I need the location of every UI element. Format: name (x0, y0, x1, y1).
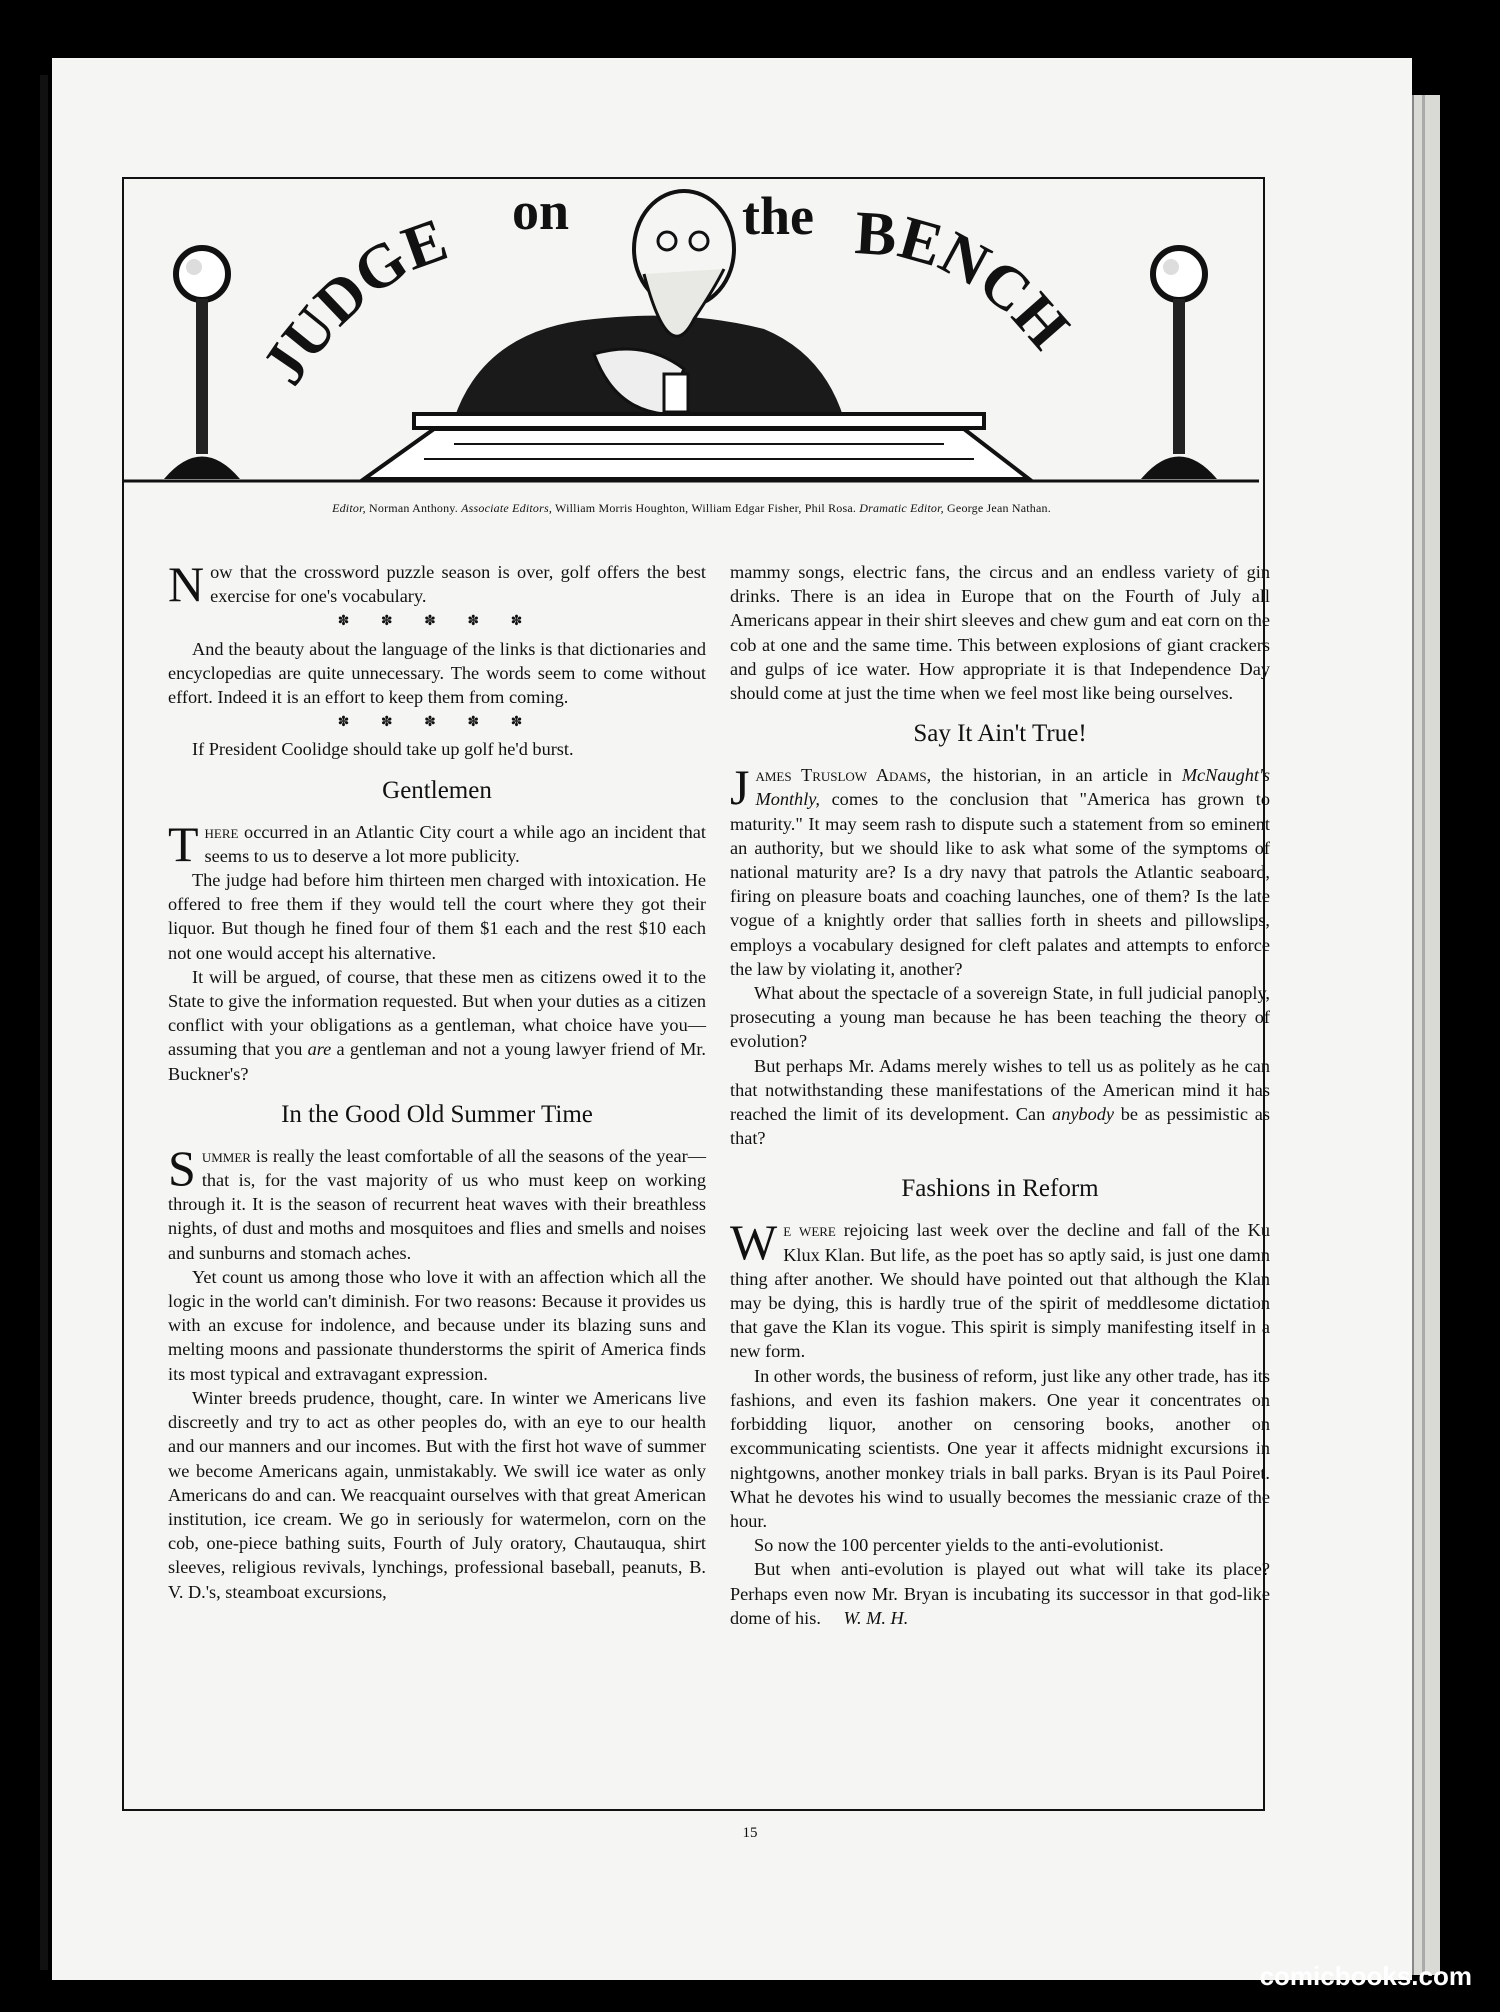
fashions-paragraph-4 (730, 1557, 1270, 1630)
dramatic-name: George Jean Nathan. (947, 501, 1051, 515)
left-column (168, 556, 706, 1604)
masthead-title-left (249, 206, 455, 397)
fashions-paragraph-1 (730, 1214, 1270, 1363)
masthead-title-right (853, 199, 1082, 362)
editor-name: Norman Anthony. (369, 501, 458, 515)
fashions-paragraph-2: In other words, the business of reform, just like any other trade, has its fashions, and even its fashion makers. One year it concentrates on forbidding liquor, another on censoring books, another on excommunicating scientists. One year it affects midnight excursions in nightgowns, another monkey trials in ball parks. Bryan is its Paul Poiret. What he devotes his wind to usually becomes the messianic craze of the hour. (730, 1365, 1270, 1531)
right-column (730, 560, 1270, 1630)
title-word-bench: BENCH (853, 199, 1083, 362)
fashions-heading: Fashions in Reform (901, 1175, 1099, 1203)
fashions-text-4: But when anti-evolution is played out what will take its place? Perhaps even now Mr. Bryan is incubating its successor in that god-like dome of his. (730, 1559, 1270, 1628)
bench-icon (124, 414, 1259, 481)
gentlemen-lead: here (204, 821, 239, 842)
intro-paragraph-2: And the beauty about the language of the links is that dictionaries and encyclopedias are quite unnecessary. The words seem to come without effort. Indeed it is an effort to keep them from coming. (168, 638, 706, 708)
watermark: comicbooks.com (1259, 1961, 1472, 1991)
stars-divider: ✽ ✽ ✽ ✽ ✽ (337, 614, 537, 630)
page-number: 15 (742, 1825, 758, 1841)
editors-line (124, 501, 1259, 516)
page-edge-line (1422, 95, 1425, 1975)
masthead (124, 179, 1259, 519)
gentlemen-text-3a: It will be argued, of course, that these men as citizens owed it to the State to give the information requested. But when your duties as a citizen conflict with your obligations as a gentleman, what choice have you—assuming that you (168, 966, 706, 1060)
stars-divider: ✽ ✽ ✽ ✽ ✽ (337, 715, 537, 731)
gentlemen-dropcap: T (168, 815, 199, 872)
gentlemen-paragraph-2: The judge had before him thirteen men charged with intoxication. He offered to free them if they would tell the court where they got their liquor. But though he fined four of them $1 each and the rest $10 each not one would accept his alternative. (168, 870, 706, 963)
summer-dropcap: S (168, 1139, 196, 1196)
true-publication: McNaught's Monthly, (755, 765, 1271, 810)
left-lamp-icon (164, 248, 240, 479)
summer-paragraph-3: Winter breeds prudence, thought, care. In winter we Americans live discreetly and try to act as other peoples do, with an eye to our health and our manners and our incomes. But with the first hot wave of summer we become Americans again, unmistakably. We swill ice water as only Americans do and can. We reacquaint ourselves with that great American institution, ice cream. We go in seriously for watermelon, corn on the cob, one-piece bathing suits, Fourth of July oratory, Chautauqua, shirt sleeves, religious revivals, lynchings, professional baseball, peanuts, B. V. D.'s, steamboat excursions, (168, 1387, 706, 1602)
true-paragraph-2: What about the spectacle of a sovereign State, in full judicial panoply, prosecuting a young man because he has been teaching the theory of evolution? (730, 983, 1270, 1052)
true-text-3b: be as pessimistic as that? (730, 1104, 1271, 1149)
title-word-judge: JUDGE (249, 205, 456, 397)
binding-spine (40, 75, 48, 1970)
intro-dropcap: N (168, 556, 205, 612)
signature: W. M. H. (843, 1607, 909, 1628)
fashions-text-1: rejoicing last week over the decline and fall of the Ku Klux Klan. But life, as the poet has so aptly said, is just one damn thing after another. We should have pointed out that although the Klan may be dying, this is hardly true of the spirit of meddlesome dictation that gave the Klan its vogue. This spirit is simply manifesting itself in a new form. (730, 1220, 1270, 1362)
fashions-paragraph-3: So now the 100 percenter yields to the anti-evolutionist. (754, 1535, 1164, 1556)
title-word-on: on (512, 181, 570, 241)
true-heading: Say It Ain't True! (913, 720, 1087, 748)
page-edge (1412, 95, 1440, 1975)
masthead-illustration (124, 179, 1259, 499)
gentlemen-heading: Gentlemen (382, 776, 492, 804)
true-text-1a: the historian, in an article in (940, 765, 1173, 786)
editor-label: Editor, (332, 501, 366, 515)
associate-names: William Morris Houghton, William Edgar Fisher, Phil Rosa. (555, 501, 857, 515)
gentlemen-emphasis: are (307, 1039, 332, 1060)
true-lead: ames Truslow Adams, (755, 765, 932, 786)
summer-paragraph-1 (168, 1139, 706, 1265)
gentlemen-paragraph-3 (168, 965, 706, 1086)
summer-continued: mammy songs, electric fans, the circus and an endless variety of gin drinks. There is an idea in Europe that on the Fourth of July all Americans appear in their shirt sleeves and chew gum and eat corn on the cob at one and the same time. This between explosions of giant crackers and gulps of ice water. How appropriate it is that Independence Day should come at just the time when we feel most like being ourselves. (730, 562, 1270, 704)
true-text-3a: But perhaps Mr. Adams merely wishes to tell us as politely as he can that notwithstanding these manifestations of the American mind it has reached the limit of its development. Can (730, 1055, 1270, 1125)
dramatic-label: Dramatic Editor, (859, 501, 944, 515)
true-dropcap: J (730, 759, 750, 816)
intro-paragraph-1 (168, 556, 706, 612)
summer-text-1: is really the least comfortable of all the seasons of the year—that is, for the vast majority of us who must keep on working through it. It is the season of recurrent heat waves with their breathless nights, of dust and moths and mosquitoes and flies and smells and noises and sunburns and stomach aches. (168, 1145, 706, 1263)
true-text-1b: comes to the conclusion that "America has grown to maturity." It may seem rash to dispute such a statement from so eminent an authority, but we should like to ask what some of the symptoms of national maturity are? Is a dry navy that patrols the Atlantic seaboard, firing on pleasure boats and coaching launches, one of them? Is the late vogue of a knightly order that sallies forth in sheets and pillowslips, employs a vocabulary designed for cleft palates and attempts to enforce the law by violating it, another? (730, 789, 1270, 979)
true-emphasis: anybody (1052, 1104, 1114, 1125)
summer-lead: ummer (201, 1145, 251, 1166)
right-lamp-icon (1141, 248, 1217, 479)
fashions-lead: e were (783, 1220, 836, 1241)
gentlemen-text-3b: a gentleman and not a young lawyer friend of Mr. Buckner's? (168, 1039, 706, 1084)
true-paragraph-1 (730, 759, 1271, 981)
summer-heading: In the Good Old Summer Time (281, 1100, 593, 1128)
associate-label: Associate Editors, (461, 501, 553, 515)
true-paragraph-3 (730, 1054, 1270, 1151)
summer-paragraph-2: Yet count us among those who love it with an affection which all the logic in the world can't diminish. For two reasons: Because it provides us with an excuse for indolence, and because under its blazing suns and melting moons and passionate thunderstorms the spirit of America finds its most typical and extravagant expression. (168, 1266, 706, 1384)
gentlemen-paragraph-1 (168, 815, 706, 872)
gentlemen-text-1: occurred in an Atlantic City court a while ago an incident that seems to us to deserve a lot more publicity. (204, 821, 706, 866)
intro-text-1: ow that the crossword puzzle season is over, golf offers the best exercise for one's vocabulary. (210, 562, 706, 607)
fashions-dropcap: W (730, 1214, 778, 1271)
intro-paragraph-3: If President Coolidge should take up golf he'd burst. (192, 739, 574, 760)
title-word-the: the (742, 186, 814, 246)
